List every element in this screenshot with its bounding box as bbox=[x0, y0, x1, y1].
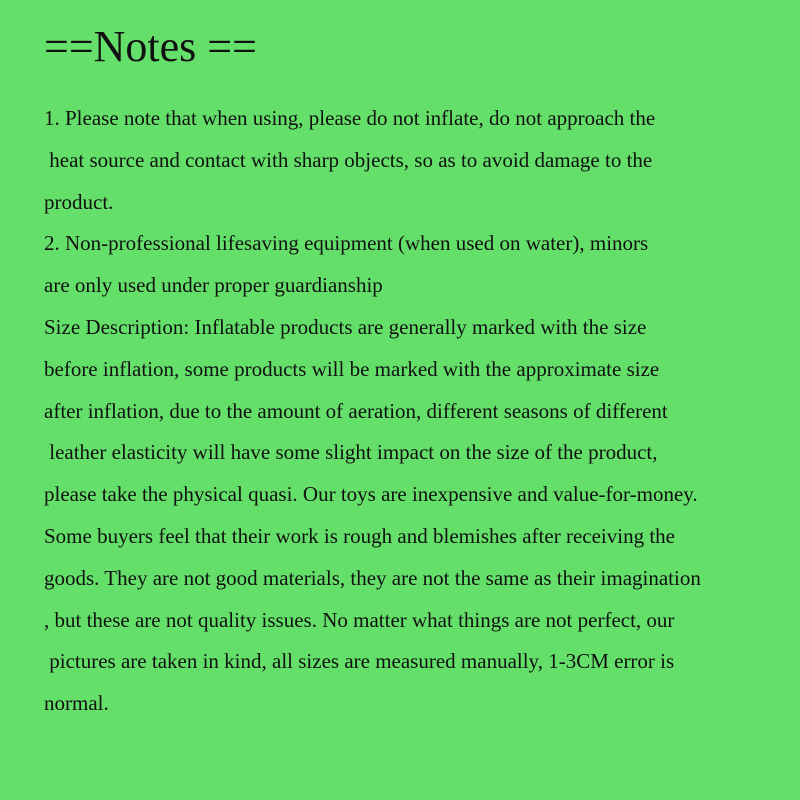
notes-line: are only used under proper guardianship bbox=[44, 273, 383, 298]
notes-line: leather elasticity will have some slight impact on the size of the product, bbox=[44, 440, 658, 465]
notes-line: before inflation, some products will be marked with the approximate size bbox=[44, 356, 660, 381]
notes-line: please take the physical quasi. Our toys are inexpensive and value-for-money. bbox=[44, 482, 698, 507]
notes-line: pictures are taken in kind, all sizes are measured manually, 1-3CM error is bbox=[44, 649, 675, 674]
notes-line: normal. bbox=[44, 691, 109, 716]
notes-line: product. bbox=[44, 189, 114, 214]
notes-line: goods. They are not good materials, they are not the same as their imagination bbox=[44, 565, 701, 590]
notes-line: , but these are not quality issues. No matter what things are not perfect, our bbox=[44, 607, 675, 632]
notes-line: after inflation, due to the amount of aeration, different seasons of different bbox=[44, 398, 668, 423]
notes-body bbox=[44, 104, 800, 731]
page-title: ==Notes == bbox=[44, 22, 257, 71]
notes-line: 1. Please note that when using, please do not inflate, do not approach the bbox=[44, 106, 656, 130]
notes-line: Size Description: Inflatable products are generally marked with the size bbox=[44, 314, 647, 339]
notes-line: 2. Non-professional lifesaving equipment (when used on water), minors bbox=[44, 231, 649, 256]
notes-line: Some buyers feel that their work is rough and blemishes after receiving the bbox=[44, 523, 675, 548]
notes-line: heat source and contact with sharp objects, so as to avoid damage to the bbox=[44, 147, 653, 172]
